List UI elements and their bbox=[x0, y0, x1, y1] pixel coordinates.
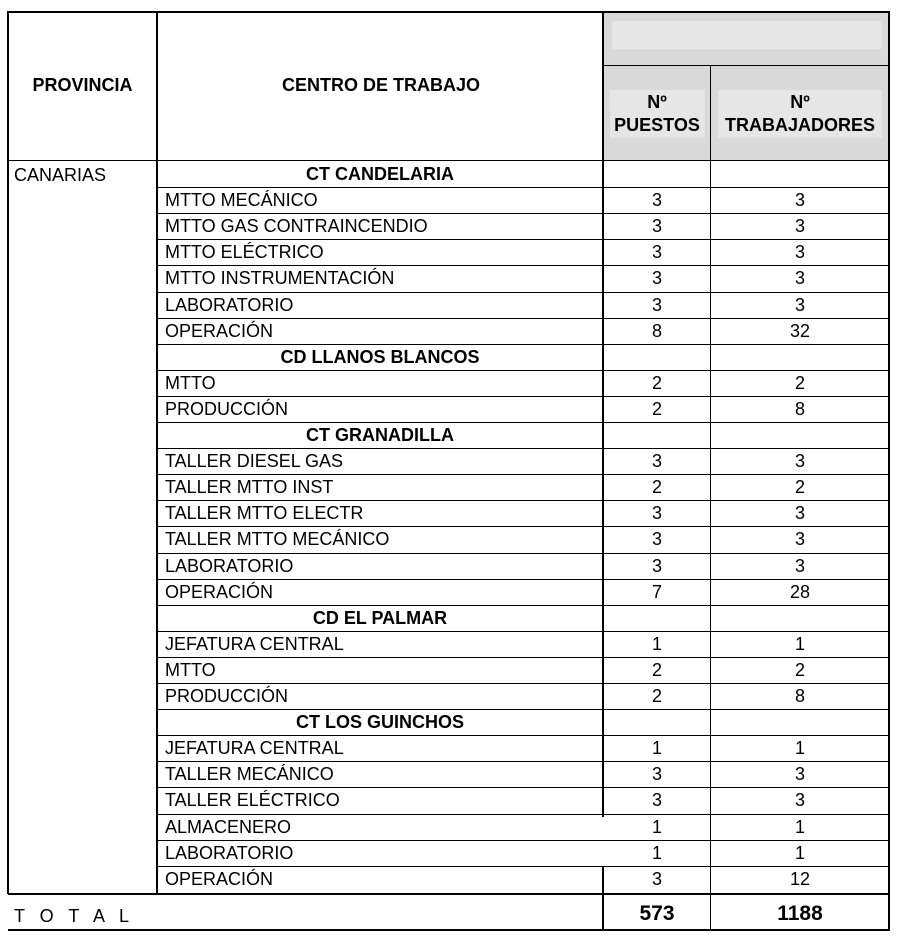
row-label: LABORATORIO bbox=[165, 843, 294, 863]
border-puestos-right bbox=[710, 65, 711, 894]
row-puestos: 3 bbox=[651, 529, 662, 549]
border-left bbox=[7, 11, 9, 894]
row-label: MTTO INSTRUMENTACIÓN bbox=[165, 268, 395, 288]
row-trabajadores: 1 bbox=[794, 817, 805, 837]
group-heading: CT LOS GUINCHOS bbox=[295, 712, 464, 732]
row-trabajadores: 2 bbox=[794, 660, 805, 680]
row-puestos: 3 bbox=[651, 790, 662, 810]
province-cell: CANARIAS bbox=[14, 165, 107, 185]
row-label: JEFATURA CENTRAL bbox=[165, 738, 344, 758]
row-trabajadores bbox=[711, 344, 889, 370]
header-trabajadores-line1: Nº bbox=[790, 92, 810, 112]
row-puestos: 3 bbox=[651, 190, 662, 210]
row-puestos: 2 bbox=[651, 399, 662, 419]
row-trabajadores: 1 bbox=[794, 843, 805, 863]
row-puestos: 3 bbox=[651, 216, 662, 236]
group-heading: CD EL PALMAR bbox=[312, 608, 448, 628]
row-trabajadores: 3 bbox=[794, 451, 805, 471]
row-trabajadores: 3 bbox=[794, 216, 805, 236]
row-trabajadores bbox=[711, 161, 889, 187]
row-label: ALMACENERO bbox=[165, 817, 292, 837]
header-puestos-line1: Nº bbox=[647, 92, 667, 112]
row-label: JEFATURA CENTRAL bbox=[165, 634, 344, 654]
row-puestos: 1 bbox=[651, 634, 662, 654]
row-puestos: 3 bbox=[651, 556, 662, 576]
row-trabajadores: 32 bbox=[789, 321, 811, 341]
row-puestos: 7 bbox=[651, 582, 662, 602]
row-label: PRODUCCIÓN bbox=[165, 399, 289, 419]
row-label: TALLER DIESEL GAS bbox=[165, 451, 344, 471]
row-trabajadores: 3 bbox=[794, 790, 805, 810]
row-trabajadores: 8 bbox=[794, 686, 805, 706]
total-puestos: 573 bbox=[639, 902, 675, 925]
row-label: LABORATORIO bbox=[165, 556, 294, 576]
row-trabajadores: 28 bbox=[789, 582, 811, 602]
row-puestos: 3 bbox=[651, 764, 662, 784]
header-sub-divider bbox=[603, 65, 890, 66]
row-trabajadores: 3 bbox=[794, 242, 805, 262]
row-puestos: 2 bbox=[651, 373, 662, 393]
border-provincia-right bbox=[156, 11, 158, 894]
row-puestos: 1 bbox=[651, 817, 662, 837]
row-puestos: 3 bbox=[651, 869, 662, 889]
total-top-border bbox=[8, 893, 890, 895]
row-trabajadores bbox=[711, 422, 889, 448]
total-label: T O T A L bbox=[14, 906, 135, 926]
row-puestos: 3 bbox=[651, 268, 662, 288]
row-trabajadores bbox=[711, 605, 889, 631]
group-heading: CT CANDELARIA bbox=[306, 164, 454, 184]
row-label: OPERACIÓN bbox=[165, 321, 274, 341]
total-trabajadores: 1188 bbox=[777, 902, 823, 925]
header-trabajadores-line2: TRABAJADORES bbox=[724, 115, 875, 135]
row-label: MTTO MECÁNICO bbox=[165, 190, 318, 210]
table-top-border bbox=[8, 11, 890, 13]
row-trabajadores: 2 bbox=[794, 477, 805, 497]
row-trabajadores: 3 bbox=[794, 529, 805, 549]
row-puestos: 2 bbox=[651, 686, 662, 706]
row-trabajadores: 1 bbox=[794, 738, 805, 758]
header-puestos-line2: PUESTOS bbox=[614, 115, 700, 135]
row-trabajadores: 3 bbox=[794, 190, 805, 210]
row-trabajadores: 12 bbox=[789, 869, 811, 889]
row-label: OPERACIÓN bbox=[165, 582, 274, 602]
row-trabajadores: 3 bbox=[794, 268, 805, 288]
row-trabajadores: 8 bbox=[794, 399, 805, 419]
row-trabajadores: 3 bbox=[794, 764, 805, 784]
header-provincia: PROVINCIA bbox=[32, 75, 133, 95]
header-top-band-inner bbox=[612, 21, 882, 49]
border-centro-right bbox=[602, 11, 604, 817]
row-trabajadores: 3 bbox=[794, 503, 805, 523]
row-trabajadores: 3 bbox=[794, 556, 805, 576]
row-trabajadores bbox=[711, 709, 889, 735]
row-label: MTTO bbox=[165, 373, 216, 393]
row-puestos bbox=[604, 161, 710, 187]
row-puestos: 3 bbox=[651, 295, 662, 315]
row-trabajadores: 1 bbox=[794, 634, 805, 654]
row-trabajadores: 2 bbox=[794, 373, 805, 393]
row-puestos: 3 bbox=[651, 242, 662, 262]
row-label: TALLER ELÉCTRICO bbox=[165, 790, 340, 810]
row-puestos: 1 bbox=[651, 843, 662, 863]
row-label: MTTO bbox=[165, 660, 216, 680]
row-puestos: 3 bbox=[651, 451, 662, 471]
row-label: TALLER MTTO MECÁNICO bbox=[165, 529, 390, 549]
row-label: TALLER MTTO ELECTR bbox=[165, 503, 364, 523]
header-bottom-border bbox=[8, 160, 890, 161]
row-label: MTTO GAS CONTRAINCENDIO bbox=[165, 216, 428, 236]
row-puestos: 8 bbox=[651, 321, 662, 341]
row-label: MTTO ELÉCTRICO bbox=[165, 242, 324, 262]
row-puestos bbox=[604, 605, 710, 631]
border-right bbox=[888, 11, 890, 930]
row-puestos: 2 bbox=[651, 477, 662, 497]
row-label: OPERACIÓN bbox=[165, 869, 274, 889]
row-puestos bbox=[604, 709, 710, 735]
row-label: LABORATORIO bbox=[165, 295, 294, 315]
row-puestos: 3 bbox=[651, 503, 662, 523]
row-label: TALLER MECÁNICO bbox=[165, 764, 334, 784]
group-heading: CD LLANOS BLANCOS bbox=[280, 347, 480, 367]
row-trabajadores: 3 bbox=[794, 295, 805, 315]
group-heading: CT GRANADILLA bbox=[306, 425, 454, 445]
row-puestos: 1 bbox=[651, 738, 662, 758]
table-bottom-border bbox=[8, 929, 890, 931]
row-label: PRODUCCIÓN bbox=[165, 686, 289, 706]
header-centro-de-trabajo: CENTRO DE TRABAJO bbox=[281, 75, 480, 95]
row-puestos bbox=[604, 344, 710, 370]
row-puestos bbox=[604, 422, 710, 448]
row-label: TALLER MTTO INST bbox=[165, 477, 334, 497]
row-puestos: 2 bbox=[651, 660, 662, 680]
